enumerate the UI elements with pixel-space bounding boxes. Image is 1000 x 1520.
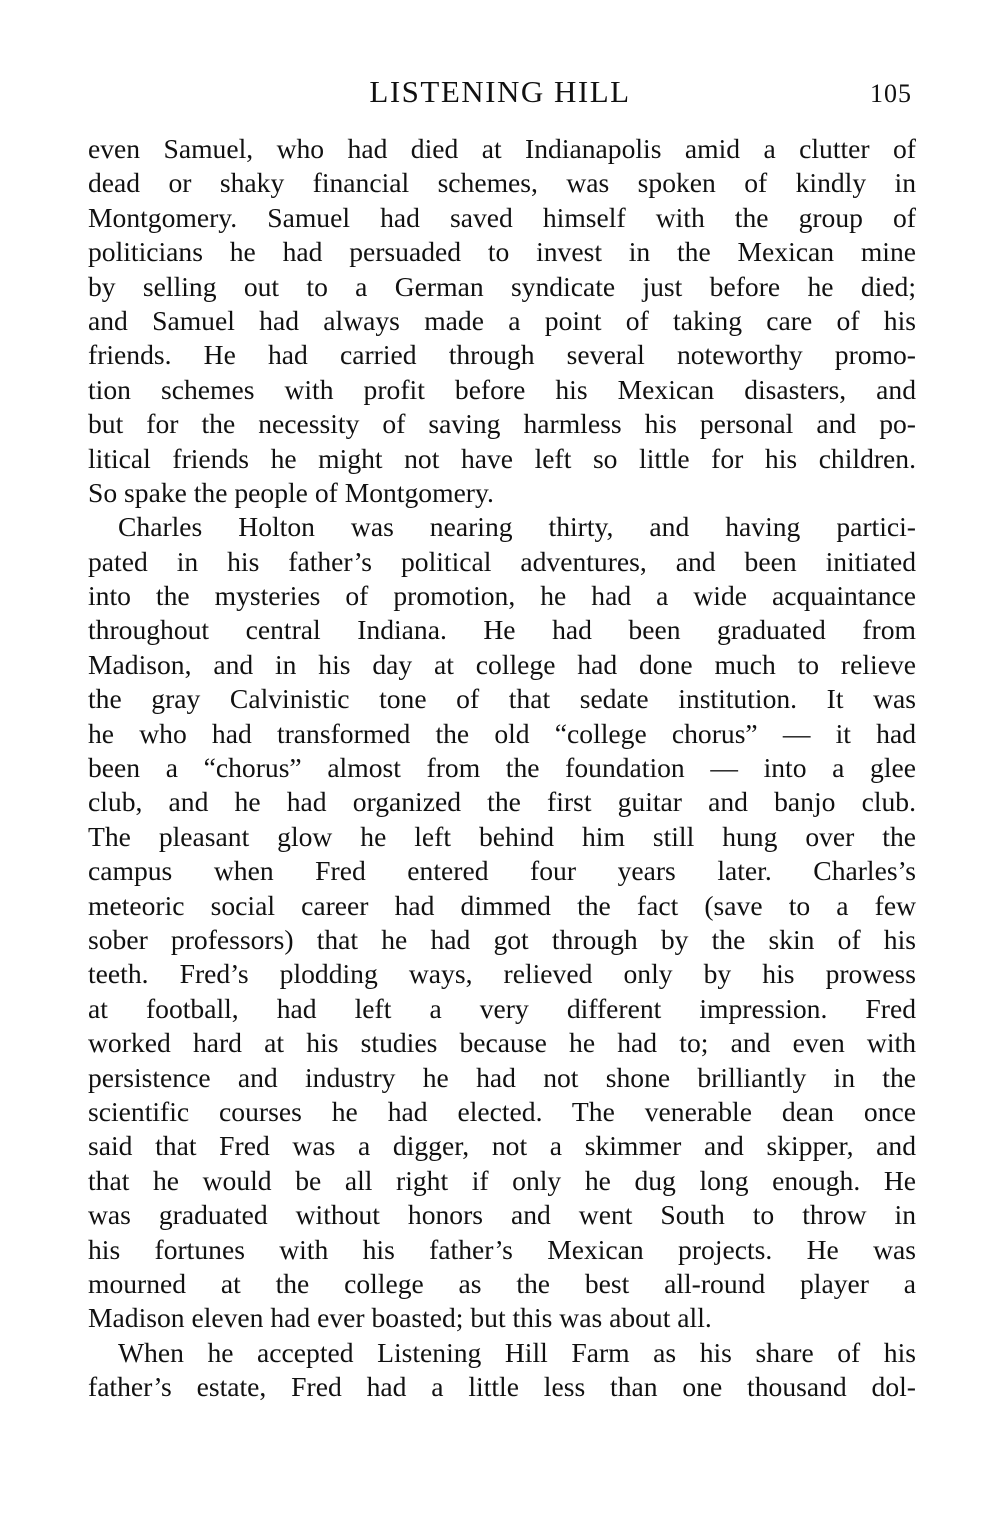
text-line: friends. He had carried through several noteworthy promo- bbox=[88, 339, 916, 371]
text-line: but for the necessity of saving harmless his personal and po- bbox=[88, 408, 916, 440]
text-line: campus when Fred entered four years later. Charles’s bbox=[88, 855, 916, 887]
text-line: sober professors) that he had got through by the skin of his bbox=[88, 923, 916, 955]
text-line: he who had transformed the old “college chorus” — it had bbox=[88, 717, 916, 749]
running-title: LISTENING HILL bbox=[369, 74, 631, 109]
text-line: When he accepted Listening Hill Farm as his share of his bbox=[118, 1336, 916, 1368]
text-line: So spake the people of Montgomery. bbox=[88, 476, 494, 508]
text-line: worked hard at his studies because he had to; and even with bbox=[88, 1027, 916, 1059]
text-line: his fortunes with his father’s Mexican projects. He was bbox=[88, 1233, 916, 1265]
text-line: politicians he had persuaded to invest in the Mexican mine bbox=[88, 236, 916, 268]
text-line: teeth. Fred’s plodding ways, relieved only by his prowess bbox=[88, 958, 916, 990]
text-line: persistence and industry he had not shone brilliantly in the bbox=[88, 1061, 916, 1093]
text-line: been a “chorus” almost from the foundation — into a glee bbox=[88, 752, 916, 784]
text-line: tion schemes with profit before his Mexican disasters, and bbox=[88, 373, 916, 405]
paragraph-3 bbox=[88, 1336, 916, 1405]
text-line: meteoric social career had dimmed the fact (save to a few bbox=[88, 889, 916, 921]
text-line: Madison eleven had ever boasted; but this was about all. bbox=[88, 1302, 712, 1334]
text-line: club, and he had organized the first guitar and banjo club. bbox=[88, 786, 916, 818]
text-line: litical friends he might not have left so little for his children. bbox=[88, 442, 916, 474]
text-line: mourned at the college as the best all-round player a bbox=[88, 1267, 916, 1299]
body-text bbox=[88, 132, 916, 1404]
text-line: was graduated without honors and went South to throw in bbox=[88, 1199, 916, 1231]
running-head bbox=[88, 70, 912, 114]
text-line: Madison, and in his day at college had done much to relieve bbox=[88, 648, 916, 680]
page-number: 105 bbox=[870, 79, 912, 108]
text-line: into the mysteries of promotion, he had a wide acquaintance bbox=[88, 580, 916, 612]
text-line: scientific courses he had elected. The venerable dean once bbox=[88, 1095, 916, 1127]
text-line: said that Fred was a digger, not a skimmer and skipper, and bbox=[88, 1130, 916, 1162]
text-line: throughout central Indiana. He had been graduated from bbox=[88, 614, 916, 646]
text-line: by selling out to a German syndicate just before he died; bbox=[88, 270, 916, 302]
paragraph-2 bbox=[88, 510, 916, 1335]
text-line: Charles Holton was nearing thirty, and having partici- bbox=[118, 511, 916, 543]
text-line: even Samuel, who had died at Indianapolis amid a clutter of bbox=[88, 133, 916, 164]
text-line: father’s estate, Fred had a little less than one thousand dol- bbox=[88, 1371, 916, 1403]
text-line: at football, had left a very different impression. Fred bbox=[88, 992, 916, 1024]
text-line: the gray Calvinistic tone of that sedate institution. It was bbox=[88, 683, 916, 715]
text-line: dead or shaky financial schemes, was spoken of kindly in bbox=[88, 167, 916, 199]
paragraph-1 bbox=[88, 132, 916, 510]
text-line: that he would be all right if only he dug long enough. He bbox=[88, 1164, 916, 1196]
text-line: and Samuel had always made a point of taking care of his bbox=[88, 304, 916, 336]
text-line: Montgomery. Samuel had saved himself with the group of bbox=[88, 201, 916, 233]
text-line: The pleasant glow he left behind him still hung over the bbox=[88, 820, 916, 852]
text-line: pated in his father’s political adventures, and been initiated bbox=[88, 545, 916, 577]
